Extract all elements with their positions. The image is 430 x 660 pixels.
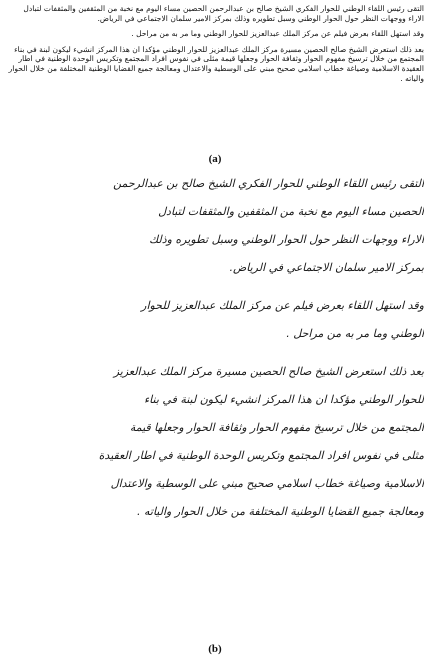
handwritten-arabic-text xyxy=(6,170,424,638)
handwritten-line: وقد استهل اللقاء بعرض فيلم عن مركز الملك عبدالعزيز للحوار xyxy=(141,299,424,312)
caption-b: (b) xyxy=(208,643,222,655)
caption-a: (a) xyxy=(208,153,222,165)
handwritten-line: للحوار الوطني مؤكدا ان هذا المركز انشيء ليكون لبنة في بناء xyxy=(144,393,424,406)
handwritten-paragraph-2 xyxy=(6,292,424,348)
handwritten-line: المجتمع من خلال ترسيخ مفهوم الحوار وثقافة الحوار وجعلها قيمة xyxy=(129,421,424,434)
printed-paragraph-2: وقد استهل اللقاء بعرض فيلم عن مركز الملك عبدالعزيز للحوار الوطني وما مر به من مراحل . xyxy=(131,29,424,39)
printed-arabic-text xyxy=(6,4,424,150)
handwritten-line: مثلى في نفوس افراد المجتمع وتكريس الوحدة الوطنية في اطار العقيدة xyxy=(98,449,424,462)
handwritten-paragraph-1 xyxy=(6,170,424,282)
handwritten-line: الاراء ووجهات النظر حول الحوار الوطني وسبل تطويره وذلك xyxy=(149,233,424,246)
handwritten-line: بعد ذلك استعرض الشيخ صالح الحصين مسيرة مركز الملك عبدالعزيز xyxy=(113,365,424,378)
printed-paragraph-1: التقى رئيس اللقاء الوطني للحوار الفكري الشيخ صالح بن عبدالرحمن الحصين مساء اليوم مع نخبة من المثقفين والمثقفات لتبادل الاراء ووجهات النظر حول الحوار الوطني وسبل تطويره وذلك بمركز الامير سلمان الاجتماعي في الرياض. xyxy=(23,4,424,23)
printed-paragraph-3: بعد ذلك استعرض الشيخ صالح الحصين مسيرة مركز الملك عبدالعزيز للحوار الوطني مؤكدا ان هذا المركز انشيء ليكون لبنة في بناء المجتمع من خلال ترسيخ مفهوم الحوار وثقافة الحوار وجعلها قيمة مثلى في نفوس افراد المجتمع وتكريس الوحدة الوطنية في اطار العقيدة الاسلامية وصياغة خطاب اسلامي صحيح مبني على الوسطية والاعتدال ومعالجة جميع القضايا الوطنية المختلفة من خلال الحوار والياته . xyxy=(8,44,424,83)
handwritten-line: الحصين مساء اليوم مع نخبة من المثقفين والمثقفات لتبادل xyxy=(158,205,424,218)
handwritten-line: بمركز الامير سلمان الاجتماعي في الرياض. xyxy=(229,261,424,274)
handwritten-line: ومعالجة جميع القضايا الوطنية المختلفة من خلال الحوار والياته . xyxy=(137,505,424,518)
handwritten-line: الوطني وما مر به من مراحل . xyxy=(286,327,424,340)
handwritten-paragraph-3 xyxy=(6,358,424,526)
handwritten-line: التقى رئيس اللقاء الوطني للحوار الفكري الشيخ صالح بن عبدالرحمن xyxy=(113,177,424,190)
handwritten-line: الاسلامية وصياغة خطاب اسلامي صحيح مبني على الوسطية والاعتدال xyxy=(110,477,424,490)
